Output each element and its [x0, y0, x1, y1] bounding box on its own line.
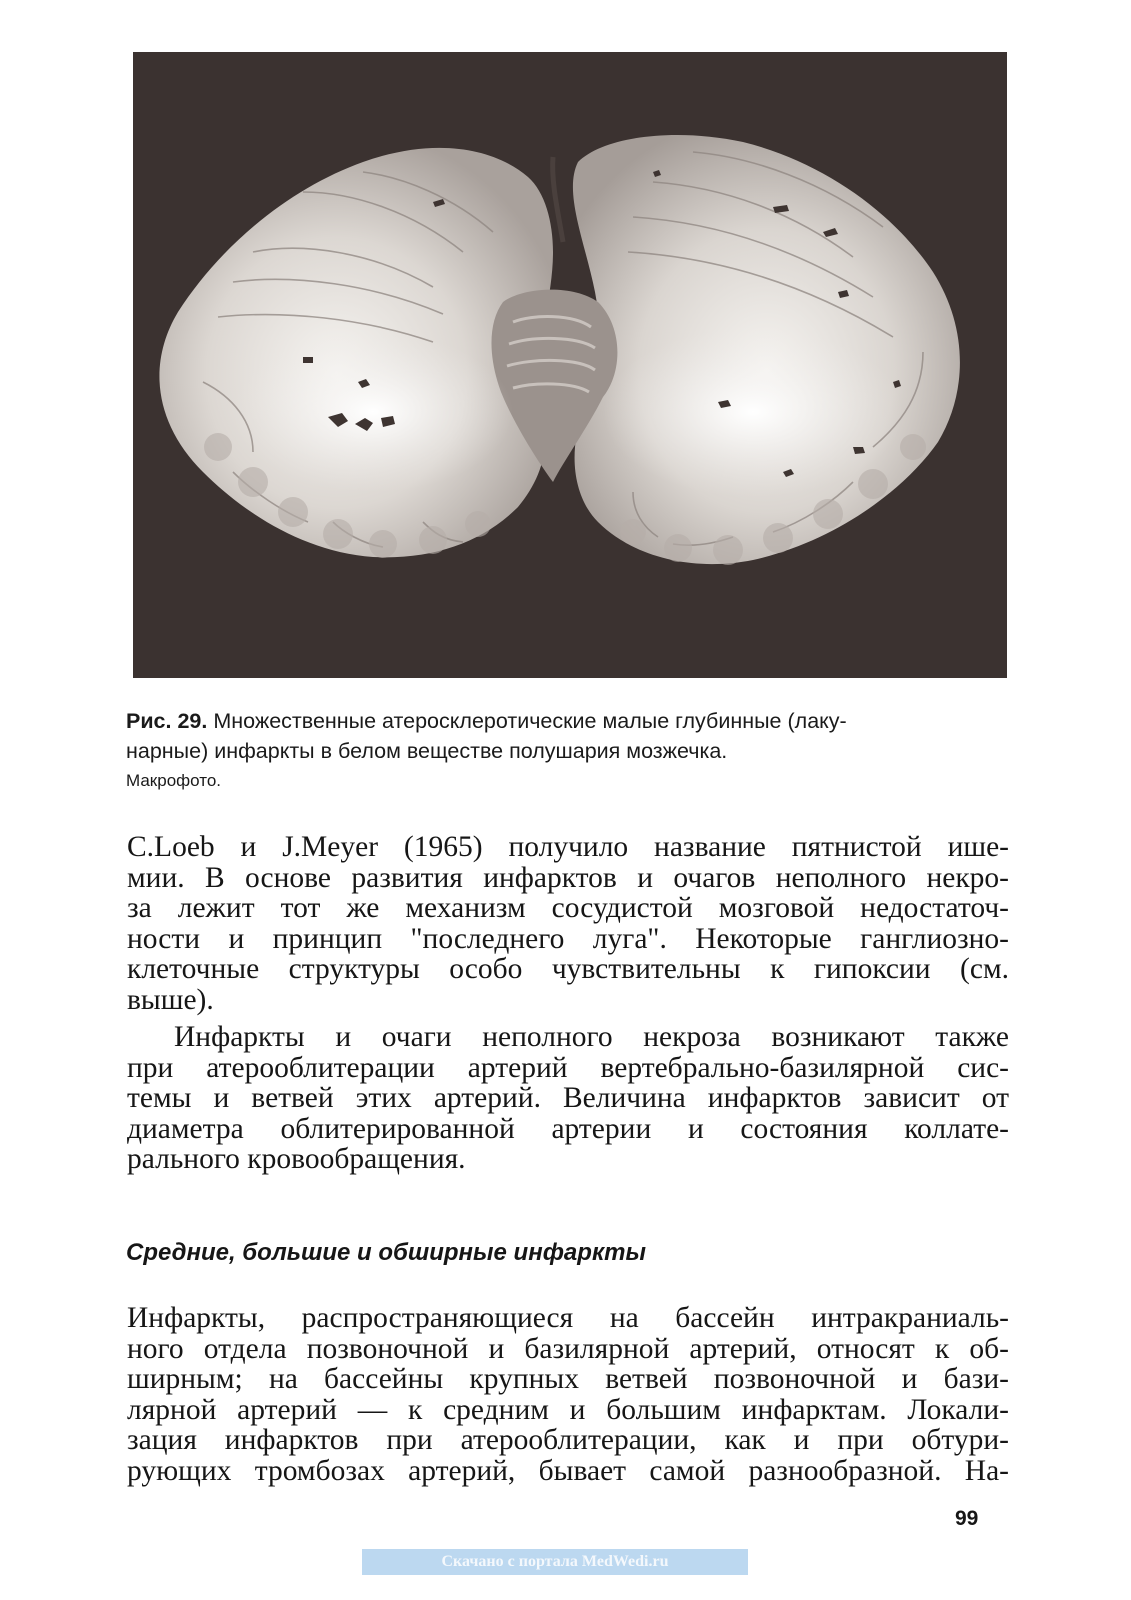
text-line: ности и принцип "последнего луга". Некоторые ганглиозно-	[127, 922, 1009, 955]
text-line: темы и ветвей этих артерий. Величина инфарктов зависит от	[127, 1082, 1009, 1114]
text-line: диаметра облитерированной артерии и состояния коллате-	[127, 1112, 1009, 1145]
text-line: ширным; на бассейны крупных ветвей позвоночной и бази-	[127, 1363, 1009, 1395]
text-line: лярной артерий — к средним и большим инфарктам. Локали-	[127, 1393, 1009, 1426]
cerebellum-section-illustration	[133, 52, 1007, 678]
cerebellum-macro-photo	[133, 52, 1007, 678]
paragraph-3	[127, 1303, 1009, 1486]
page-number: 99	[955, 1507, 979, 1530]
caption-line-1	[126, 706, 1006, 736]
paragraph-2	[127, 1022, 1009, 1175]
text-line: рального кровообращения.	[127, 1143, 466, 1175]
text-line: ного отдела позвоночной и базилярной артерий, относят к об-	[127, 1332, 1009, 1365]
caption-note: Макрофото.	[126, 771, 221, 790]
download-watermark: Скачано с портала MedWedi.ru	[362, 1549, 748, 1575]
text-line: рующих тромбозах артерий, бывает самой разнообразной. На-	[127, 1454, 1009, 1487]
text-line: за лежит тот же механизм сосудистой мозговой недостаточ-	[127, 892, 1009, 924]
figure-caption	[126, 706, 1006, 794]
text-line: C.Loeb и J.Meyer (1965) получило название пятнистой ише-	[127, 831, 1009, 863]
text-line: при атерооблитерации артерий вертебрально-базилярной сис-	[127, 1051, 1009, 1084]
section-heading: Средние, большие и обширные инфаркты	[126, 1239, 646, 1266]
text-line: зация инфарктов при атерооблитерации, как и при обтури-	[127, 1424, 1009, 1456]
paragraph-1	[127, 832, 1009, 1015]
text-line: клеточные структуры особо чувствительны к гипоксии (см.	[127, 953, 1009, 985]
figure-label: Рис. 29.	[126, 709, 208, 733]
text-line: Инфаркты, распространяющиеся на бассейн интракраниаль-	[127, 1302, 1009, 1334]
text-line: выше).	[127, 983, 214, 1016]
text-line: Инфаркты и очаги неполного некроза возникают также	[174, 1021, 1009, 1053]
caption-text-2: нарные) инфаркты в белом веществе полушария мозжечка.	[126, 739, 728, 763]
caption-text-1: Множественные атеросклеротические малые глубинные (лаку-	[213, 709, 847, 733]
text-line: мии. В основе развития инфарктов и очагов неполного некро-	[127, 861, 1009, 894]
